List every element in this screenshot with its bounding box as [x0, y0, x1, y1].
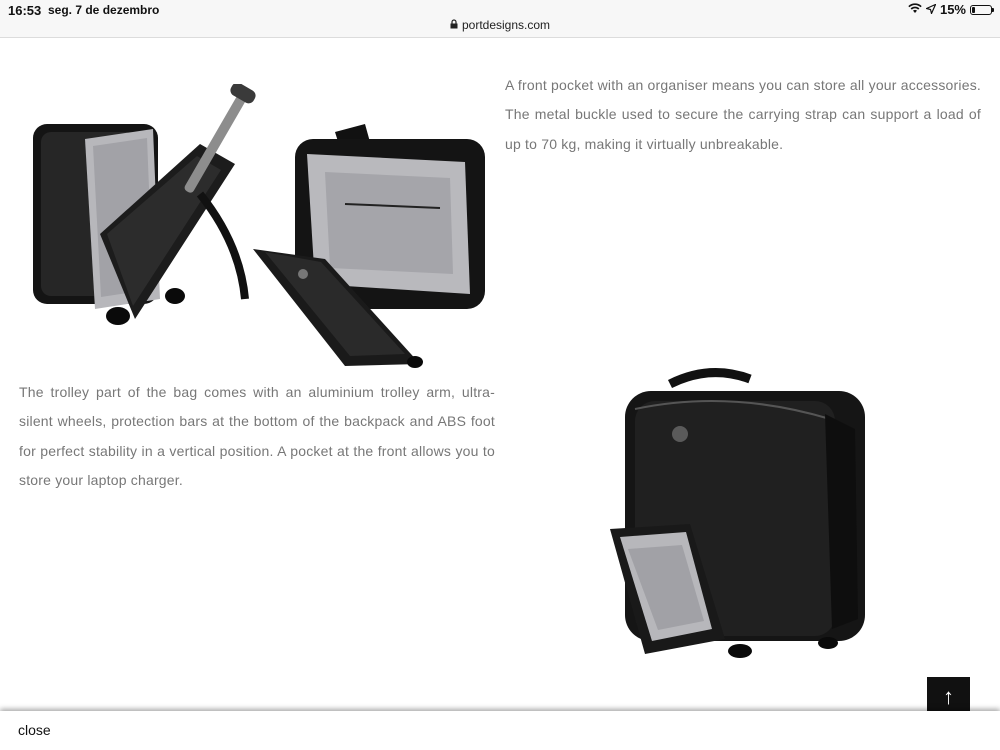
- status-time: 16:53: [8, 3, 42, 18]
- status-bar: [0, 0, 1000, 38]
- arrow-up-icon: ↑: [943, 684, 954, 709]
- wifi-icon: [908, 2, 922, 17]
- paragraph-front-pocket: A front pocket with an organiser means you can store all your accessories. The metal buckle used to secure the carrying strap can support a load of up to 70 kg, making it virtually unbreakable.: [505, 77, 981, 152]
- bag-right-open-illustration: [253, 124, 485, 368]
- bag-left-open-illustration: [33, 84, 258, 325]
- location-arrow-icon: [926, 2, 936, 17]
- battery-icon: [970, 5, 992, 15]
- status-date: seg. 7 de dezembro: [48, 3, 160, 17]
- battery-percent: 15%: [939, 2, 966, 17]
- paragraph-trolley-part: The trolley part of the bag comes with an aluminium trolley arm, ultra-silent wheels, protection bars at the bottom of the backpack and ABS foot for perfect stability in a vertical position. A pocket at the front allows you to store your laptop charger.: [19, 384, 495, 488]
- bag-closed-illustration: [610, 373, 865, 658]
- address-bar[interactable]: [0, 18, 1000, 32]
- page-content: [0, 39, 1000, 711]
- lock-icon: [450, 19, 458, 32]
- status-indicators: [908, 2, 992, 17]
- battery-fill: [972, 7, 975, 13]
- back-to-top-button[interactable]: [927, 677, 970, 715]
- url-text: portdesigns.com: [461, 18, 551, 32]
- product-image-closed-trolley-bag: [600, 359, 875, 659]
- product-image-open-trolley-bags: [25, 84, 495, 384]
- close-button[interactable]: close: [18, 722, 51, 738]
- bottom-bar: [0, 711, 1000, 750]
